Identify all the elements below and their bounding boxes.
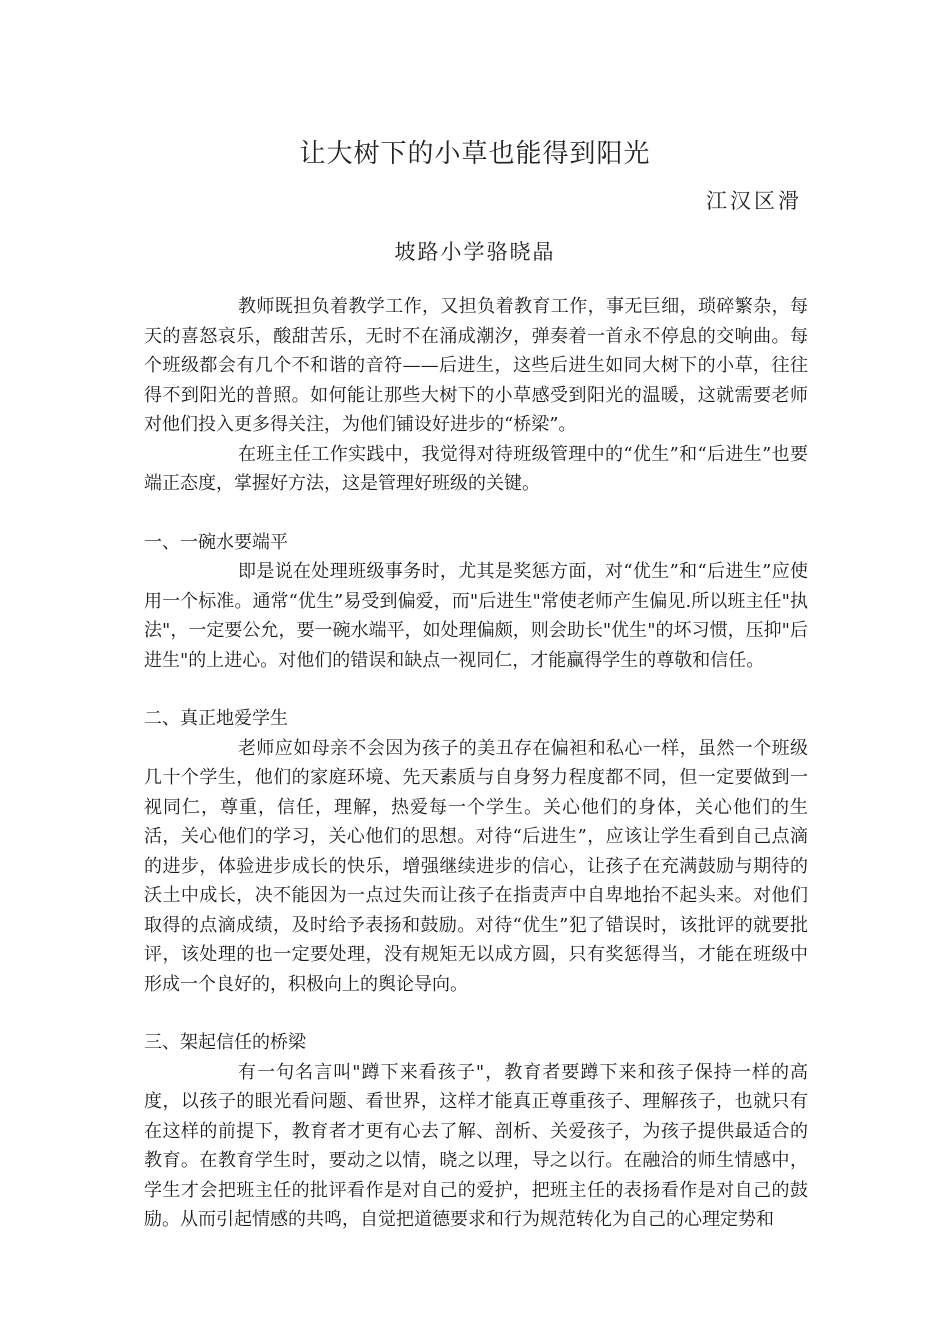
section-heading-2: 二、真正地爱学生 bbox=[144, 708, 288, 729]
intro-paragraph-2: 在班主任工作实践中，我觉得对待班级管理中的“优生”和“后进生”也要端正态度，掌握好方法，这是管理好班级的关键。 bbox=[144, 443, 808, 494]
author-line-1: 江汉区滑 bbox=[706, 189, 802, 213]
section-paragraph-2: 老师应如母亲不会因为孩子的美丑存在偏袒和私心一样，虽然一个班级几十个学生，他们的家庭环境、先天素质与自身努力程度都不同，但一定要做到一视同仁，尊重，信任，理解，热爱每一个学生。关心他们的身体，关心他们的生活，关心他们的学习，关心他们的思想。对待“后进生”，应该让学生看到自己点滴的进步，体验进步成长的快乐，增强继续进步的信心，让孩子在充满鼓励与期待的沃土中成长，决不能因为一点过失而让孩子在指责声中自卑地抬不起头来。对他们取得的点滴成绩，及时给予表扬和鼓励。对待“优生”犯了错误时，该批评的就要批评，该处理的也一定要处理，没有规矩无以成方圆，只有奖惩得当，才能在班级中形成一个良好的，积极向上的舆论导向。 bbox=[144, 737, 808, 995]
document-title: 让大树下的小草也能得到阳光 bbox=[299, 139, 651, 169]
document-body bbox=[144, 292, 808, 1235]
intro-paragraph-1: 教师既担负着教学工作，又担负着教育工作，事无巨细，琐碎繁杂，每天的喜怒哀乐，酸甜苦乐，无时不在涌成潮汐，弹奏着一首永不停息的交响曲。每个班级都会有几个不和谐的音符——后进生，这些后进生如同大树下的小草，往往得不到阳光的普照。如何能让那些大树下的小草感受到阳光的温暖，这就需要老师对他们投入更多得关注，为他们铺设好进步的“桥梁”。 bbox=[144, 296, 808, 435]
section-heading-3: 三、架起信任的桥梁 bbox=[144, 1032, 306, 1053]
section-heading-1: 一、一碗水要端平 bbox=[144, 531, 288, 553]
section-paragraph-1: 即是说在处理班级事务时，尤其是奖惩方面，对“优生”和“后进生”应使用一个标准。通常“优生”易受到偏爱，而"后进生"常使老师产生偏见.所以班主任"执法"，一定要公允，要一碗水端平，如处理偏颇，则会助长"优生"的坏习惯，压抑"后进生"的上进心。对他们的错误和缺点一视同仁，才能赢得学生的尊敬和信任。 bbox=[144, 561, 808, 671]
section-paragraph-3: 有一句名言叫"蹲下来看孩子"，教育者要蹲下来和孩子保持一样的高度，以孩子的眼光看问题、看世界，这样才能真正尊重孩子、理解孩子，也就只有在这样的前提下，教育者才更有心去了解、剖析、关爱孩子，为孩子提供最适合的教育。在教育学生时，要动之以情，晓之以理，导之以行。在融洽的师生情感中，学生才会把班主任的批评看作是对自己的爱护，把班主任的表扬看作是对自己的鼓励。从而引起情感的共鸣，自觉把道德要求和行为规范转化为自己的心理定势和 bbox=[144, 1061, 808, 1230]
author-line-2: 坡路小学骆晓晶 bbox=[394, 240, 556, 264]
